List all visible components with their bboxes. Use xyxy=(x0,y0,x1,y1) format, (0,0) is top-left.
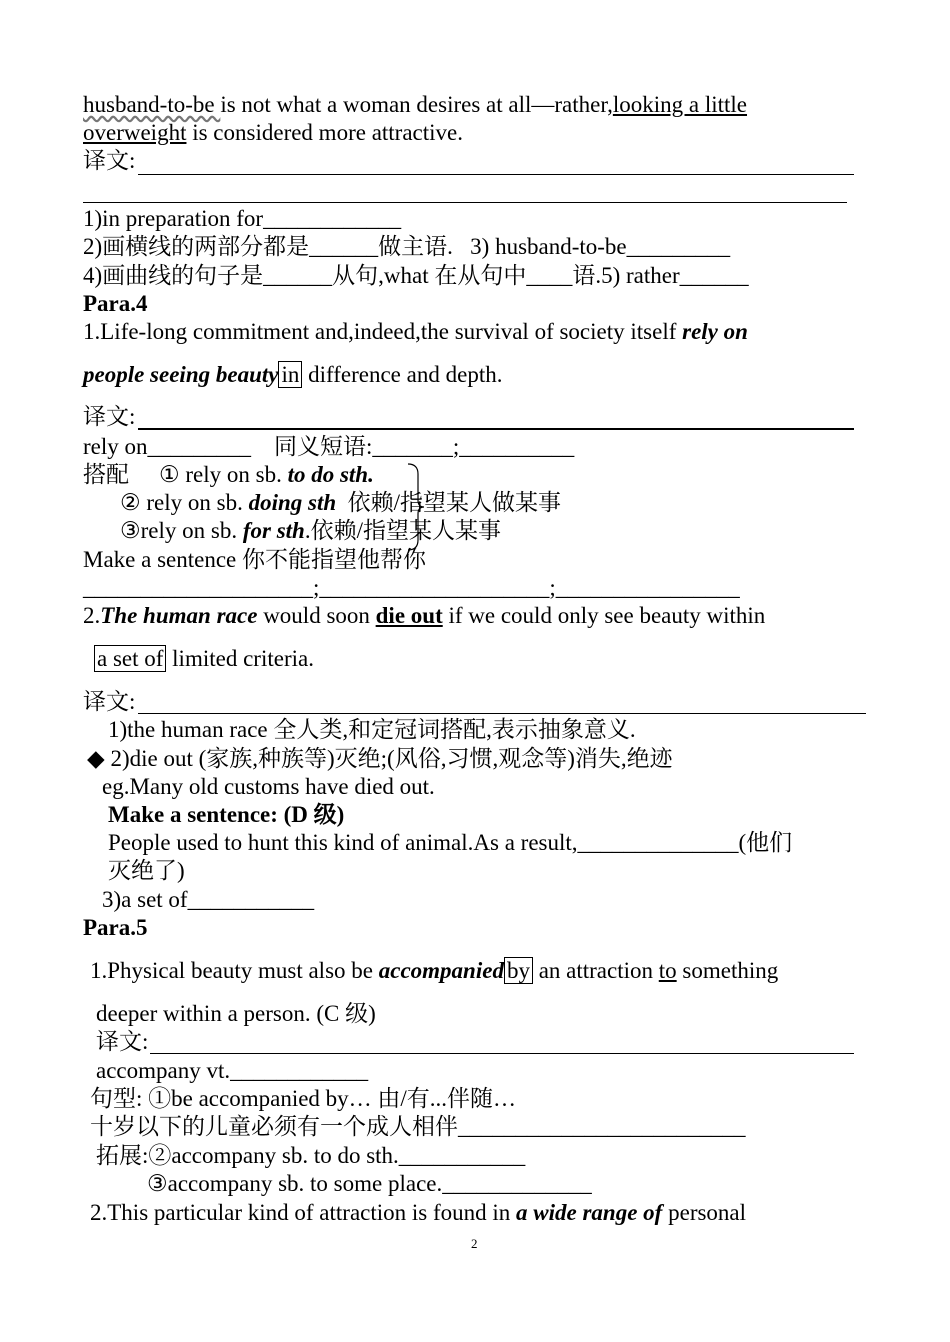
example: eg.Many old customs have died out. xyxy=(102,774,435,799)
note: 3)a set of___________ xyxy=(102,887,315,912)
question: rely on_________ 同义短语:_______;__________ xyxy=(83,434,575,459)
text: limited criteria. xyxy=(166,646,314,671)
question: 4)画曲线的句子是______从句,what 在从句中____语.5) rather______ xyxy=(83,263,749,288)
text: 依赖/指望某人做某事 xyxy=(336,490,562,515)
collocation-label: 搭配 xyxy=(83,462,129,487)
text: 2.This particular kind of attraction is found in xyxy=(90,1200,517,1225)
answer-line xyxy=(138,713,866,714)
collocation-item xyxy=(120,489,561,517)
question: 2)画横线的两部分都是______做主语. 3) husband-to-be_________ xyxy=(83,234,731,259)
text: if we could only see beauty within xyxy=(442,603,766,628)
answer-line xyxy=(83,202,847,203)
text: .依赖/指望某人某事 xyxy=(304,518,501,543)
translation-label: 译文: xyxy=(83,689,136,714)
translation-label: 译文: xyxy=(83,404,136,429)
extension: 拓展:②accompany sb. to do sth.___________ xyxy=(96,1143,526,1168)
key-phrase: accompanied xyxy=(378,958,504,983)
prompt: Make a sentence: (D 级) xyxy=(108,802,345,827)
sentence-line xyxy=(83,91,747,119)
underlined-phrase: looking a little xyxy=(612,92,748,117)
question: 1)in preparation for____________ xyxy=(83,206,402,231)
underlined-word: to xyxy=(658,958,677,983)
boxed-word: a set of xyxy=(94,645,166,672)
note: 1)the human race 全人类,和定冠词搭配,表示抽象意义. xyxy=(108,717,636,742)
sentence-line xyxy=(83,318,748,346)
text: something xyxy=(676,958,779,983)
key-phrase: doing sth xyxy=(248,490,337,515)
translation-label: 译文: xyxy=(96,1029,149,1054)
key-phrase: to do sth. xyxy=(287,462,374,487)
sentence-line xyxy=(83,602,765,630)
prompt: 灭绝了) xyxy=(108,858,185,883)
section-heading: Para.5 xyxy=(83,915,148,940)
text: an attraction xyxy=(532,958,659,983)
extension: ③accompany sb. to some place._____________ xyxy=(147,1171,592,1196)
text: ② rely on sb. xyxy=(120,490,249,515)
underlined-phrase: overweight xyxy=(83,120,187,145)
text: 2. xyxy=(83,603,101,628)
prompt: Make a sentence 你不能指望他帮你 xyxy=(83,547,427,572)
collocation-item xyxy=(120,517,501,545)
sentence-line: deeper within a person. (C 级) xyxy=(96,1001,376,1026)
text: ① rely on sb. xyxy=(159,462,288,487)
sentence-line xyxy=(83,119,463,147)
text: is considered more attractive. xyxy=(186,120,463,145)
key-phrase: die out xyxy=(375,603,443,628)
answer-line xyxy=(150,1053,854,1054)
boxed-word: by xyxy=(504,957,533,984)
boxed-word: in xyxy=(278,361,302,388)
answer-blanks: ____________________;____________________;________________ xyxy=(83,575,740,600)
sentence-line xyxy=(94,645,314,673)
key-phrase: people seeing beauty xyxy=(83,362,279,387)
sentence-line xyxy=(90,1199,746,1227)
question: accompany vt.____________ xyxy=(96,1058,369,1083)
key-phrase: The human race xyxy=(100,603,258,628)
section-heading: Para.4 xyxy=(83,291,148,316)
key-phrase: rely on xyxy=(682,319,748,344)
text: is not what a woman desires at all—rather, xyxy=(220,92,613,117)
page-number: 2 xyxy=(471,1236,478,1251)
collocation-item xyxy=(159,461,374,489)
key-phrase: a wide range of xyxy=(516,1200,663,1225)
prompt: 十岁以下的儿童必须有一个成人相伴_________________________ xyxy=(90,1114,746,1139)
text: personal xyxy=(662,1200,747,1225)
note: ◆ 2)die out (家族,种族等)灭绝;(风俗,习惯,观念等)消失,绝迹 xyxy=(87,746,673,771)
sentence-line xyxy=(90,957,778,985)
prompt: People used to hunt this kind of animal.As a result,______________(他们 xyxy=(108,830,793,855)
underlined-phrase: husband-to-be xyxy=(83,92,221,117)
answer-line xyxy=(138,428,854,430)
key-phrase: for sth xyxy=(242,518,305,543)
translation-label: 译文: xyxy=(83,148,136,173)
text: 1.Physical beauty must also be xyxy=(90,958,379,983)
text: ③rely on sb. xyxy=(120,518,243,543)
brace-icon xyxy=(404,462,426,552)
text: 1.Life-long commitment and,indeed,the survival of society itself xyxy=(83,319,683,344)
text: would soon xyxy=(257,603,376,628)
text: difference and depth. xyxy=(302,362,503,387)
answer-line xyxy=(138,174,854,175)
pattern: 句型: ①be accompanied by… 由/有...伴随… xyxy=(90,1086,517,1111)
sentence-line xyxy=(83,361,502,389)
